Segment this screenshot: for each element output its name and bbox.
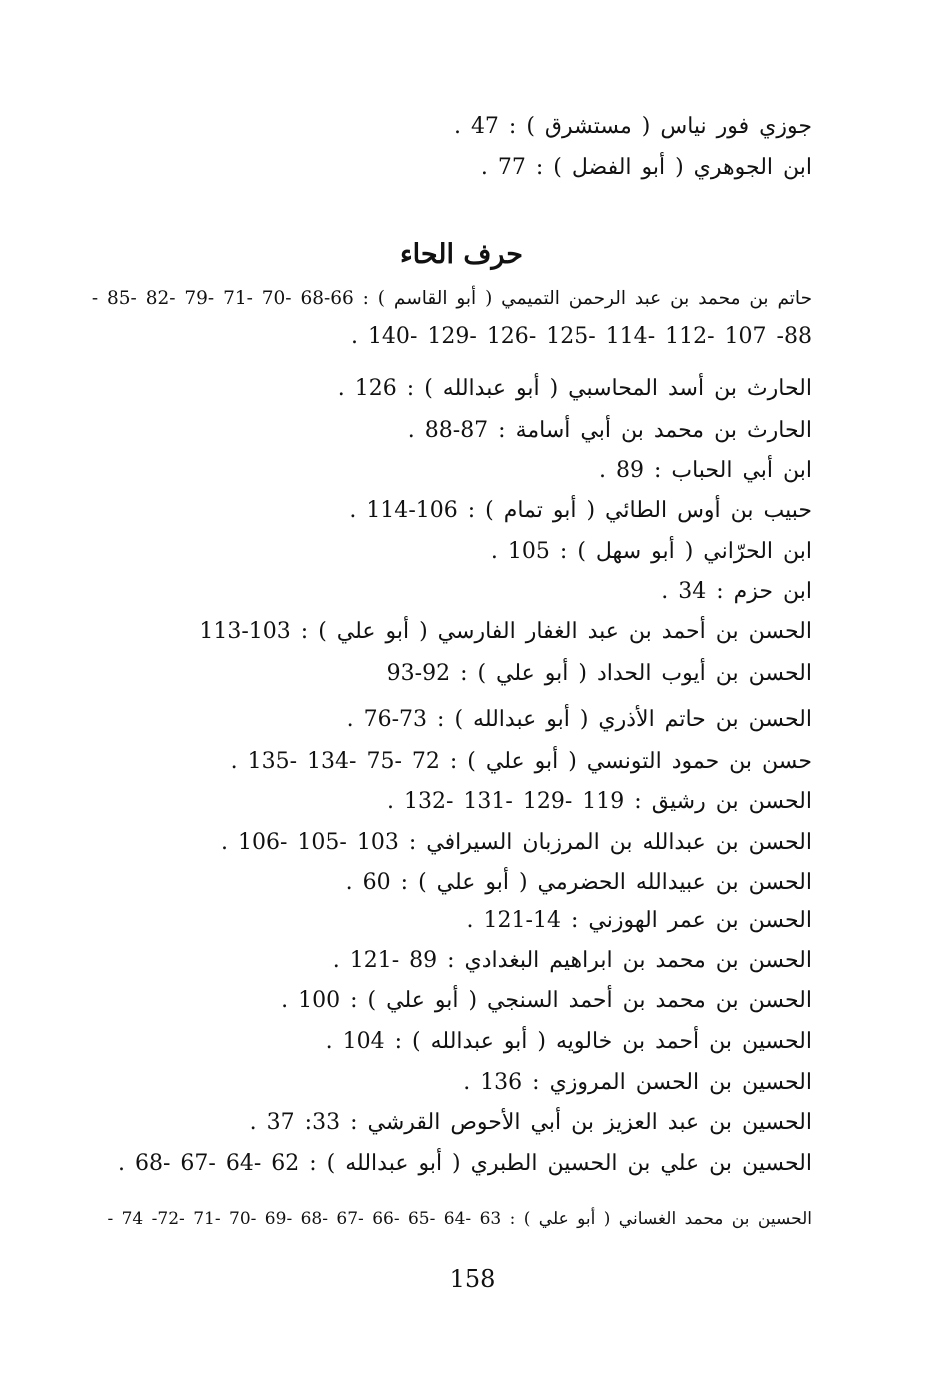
index-entry-continuation: 88- 107 -112 -114 -125 -126 -129 -140 .	[350, 324, 812, 349]
index-entry: الحسن بن رشيق : 119 -129 -131 -132 .	[386, 789, 812, 814]
index-entry: الحسن بن حاتم الأذري ( أبو عبدالله ) : 73-76 .	[346, 707, 812, 732]
index-entry: ابن الجوهري ( أبو الفضل ) : 77 .	[480, 155, 812, 180]
index-entry: ابن حزم : 34 .	[661, 579, 812, 604]
index-entry: الحسين بن علي بن الحسين الطبري ( أبو عبدالله ) : 62 -64 -67 -68 .	[117, 1151, 812, 1176]
index-entry: الحسين بن عبد العزيز بن أبي الأحوص القرشي : 33: 37 .	[249, 1110, 812, 1135]
page-number: 158	[449, 1265, 496, 1293]
index-entry: الحسن بن محمد بن ابراهيم البغدادي : 89 -121 .	[332, 948, 812, 973]
index-entry: الحسن بن عبيدالله الحضرمي ( أبو علي ) : 60 .	[345, 870, 812, 895]
index-entry: الحسين بن محمد الغساني ( أبو علي ) : 63 -64 -65 -66 -67 -68 -69 -70 -71 -72- 74 -	[107, 1209, 812, 1229]
section-heading: حرف الحاء	[399, 239, 523, 270]
index-entry: الحسين بن الحسن المروزي : 136 .	[463, 1070, 812, 1095]
index-entry: الحسن بن عبدالله بن المرزبان السيرافي : 103 -105 -106 .	[220, 830, 812, 855]
index-entry: ابن أبي الحباب : 89 .	[598, 458, 812, 483]
index-entry: حسن بن حمود التونسي ( أبو علي ) : 72 -75 -134 -135 .	[230, 749, 812, 774]
index-entry: الحسن بن أيوب الحداد ( أبو علي ) : 92-93	[386, 661, 812, 686]
index-entry: الحسين بن أحمد بن خالويه ( أبو عبدالله ) : 104 .	[325, 1029, 812, 1054]
index-entry: الحارث بن أسد المحاسبي ( أبو عبدالله ) : 126 .	[337, 376, 812, 401]
index-entry: الحسن بن أحمد بن عبد الغفار الفارسي ( أبو علي ) : 103-113	[199, 619, 812, 644]
index-entry: حبيب بن أوس الطائي ( أبو تمام ) : 106-114 .	[349, 498, 812, 523]
index-entry: الحارث بن محمد بن أبي أسامة : 87-88 .	[407, 418, 812, 443]
index-entry: حاتم بن محمد بن عبد الرحمن التميمي ( أبو القاسم ) : 66-68 -70 -71 -79 -82 -85 -	[91, 288, 812, 309]
index-entry: الحسن بن محمد بن أحمد السنجي ( أبو علي ) : 100 .	[281, 988, 812, 1013]
index-entry: جوزي فور نياس ( مستشرق ) : 47 .	[453, 114, 812, 139]
index-entry: ابن الحرّاني ( أبو سهل ) : 105 .	[490, 539, 812, 564]
index-entry: الحسن بن عمر الهوزني : 14-121 .	[466, 908, 812, 933]
